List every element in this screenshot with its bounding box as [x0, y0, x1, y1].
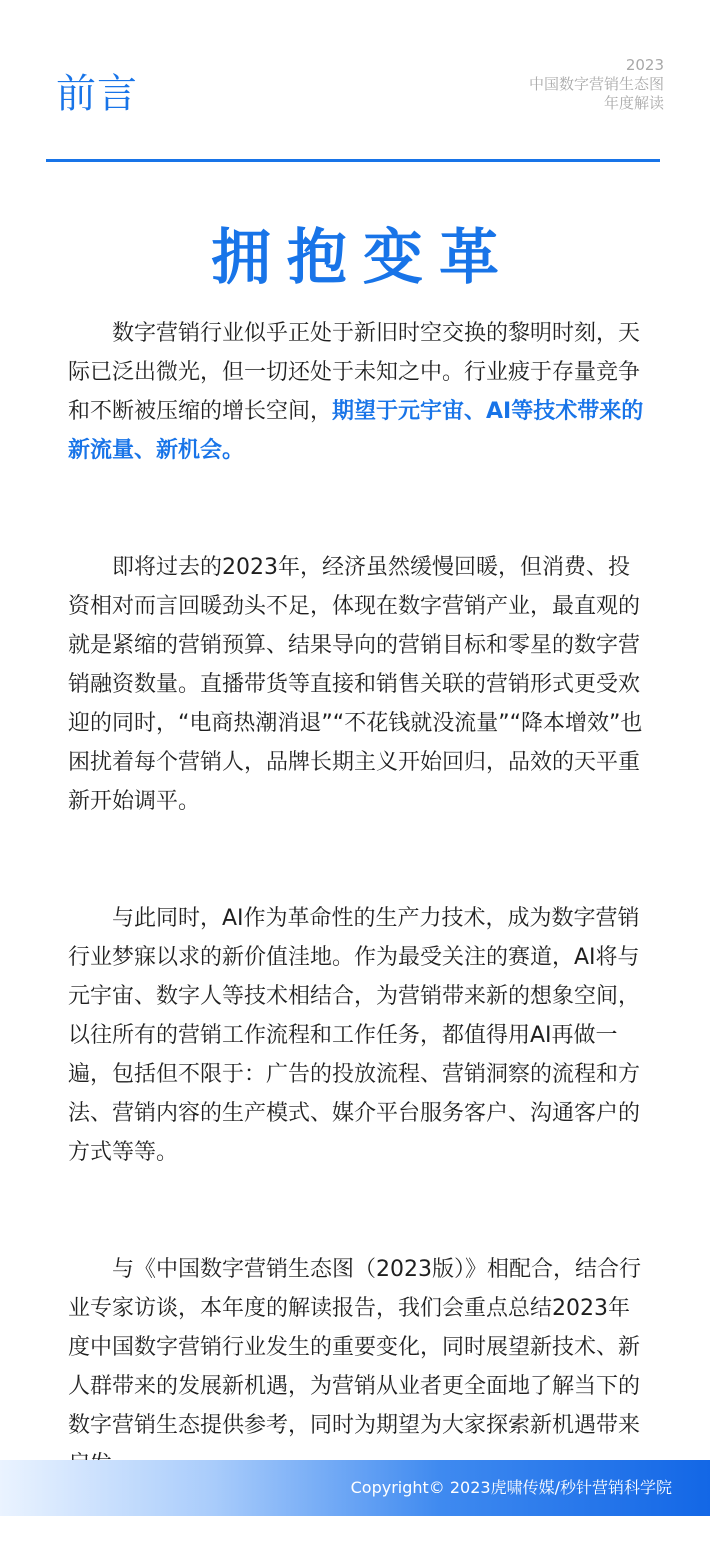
body-text [68, 314, 644, 1562]
paragraph-2: 即将过去的2023年，经济虽然缓慢回暖，但消费、投资相对而言回暖劲头不足，体现在数字营销产业，最直观的就是紧缩的营销预算、结果导向的营销目标和零星的数字营销融资数量。直播带货等直接和销售关联的营销形式更受欢迎的同时，“电商热潮消退”“不花钱就没流量”“降本增效”也困扰着每个营销人，品牌长期主义开始回归，品效的天平重新开始调平。 [68, 555, 643, 814]
copyright-text: Copyright© 2023虎啸传媒/秒针营销科学院 [350, 1478, 672, 1497]
report-meta [529, 56, 664, 113]
report-year: 2023 [625, 56, 664, 74]
paragraph-1 [68, 314, 644, 470]
paragraph-1-text: 数字营销行业似乎正处于新旧时空交换的黎明时刻，天际已泛出微光，但一切还处于未知之中。行业疲于存量竞争和不断被压缩的增长空间， [68, 321, 641, 424]
page-headline: 拥抱变革 [211, 223, 515, 293]
report-name: 中国数字营销生态图 [528, 75, 664, 93]
paragraph-3: 与此同时，AI作为革命性的生产力技术，成为数字营销行业梦寐以求的新价值洼地。作为最受关注的赛道，AI将与元宇宙、数字人等技术相结合，为营销带来新的想象空间，以往所有的营销工作流程和工作任务，都值得用AI再做一遍，包括但不限于：广告的投放流程、营销洞察的流程和方法、营销内容的生产模式、媒介平台服务客户、沟通客户的方式等等。 [68, 906, 641, 1165]
paragraph-1-highlight: 期望于元宇宙、AI等技术带来的新流量、新机会。 [68, 399, 644, 463]
footer-bar [0, 1460, 710, 1516]
section-title: 前言 [56, 71, 138, 117]
paragraph-4: 与《中国数字营销生态图（2023版）》相配合，结合行业专家访谈，本年度的解读报告，我们会重点总结2023年度中国数字营销行业发生的重要变化，同时展望新技术、新人群带来的发展新机遇，为营销从业者更全面地了解当下的数字营销生态提供参考，同时为期望为大家探索新机遇带来 [68, 1257, 641, 1438]
report-subtitle: 年度解读 [603, 94, 664, 112]
header-divider [46, 159, 660, 162]
